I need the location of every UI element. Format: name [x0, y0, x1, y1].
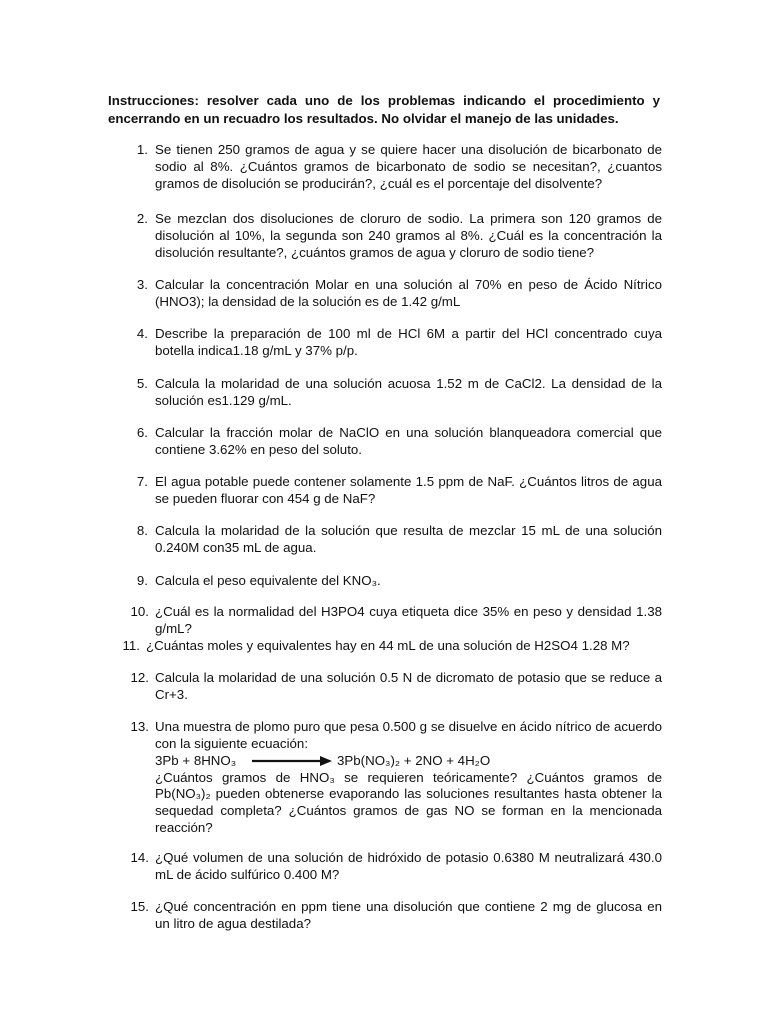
problem-text: Calcula la molaridad de la solución que resulta de mezclar 15 mL de una solución 0.240M con35 mL de agua.: [155, 523, 662, 555]
problem-text: ¿Qué concentración en ppm tiene una disolución que contiene 2 mg de glucosa en un litro de agua destilada?: [155, 899, 662, 931]
problem-6: [108, 425, 662, 459]
reaction-arrow-icon: [252, 755, 332, 767]
problem-number: 2.: [136, 211, 148, 226]
problem-number: 6.: [136, 425, 148, 440]
problem-2: [108, 211, 662, 261]
problem-number: 10.: [130, 604, 149, 619]
problem-number: 3.: [136, 277, 148, 292]
problem-text: Calcular la concentración Molar en una solución al 70% en peso de Ácido Nítrico (HNO3); la densidad de la solución es de 1.42 g/mL: [155, 277, 662, 309]
problem-question: ¿Cuántos gramos de HNO₃ se requieren teóricamente? ¿Cuántos gramos de Pb(NO₃)₂ pueden obtenerse evaporando las soluciones resultantes hasta obtener la sequedad completa? ¿Cuántos gramos de gas NO se forman en la mencionada reacción?: [155, 769, 662, 835]
problem-11: [108, 638, 662, 655]
problem-5: [108, 376, 662, 410]
problem-number: 9.: [136, 573, 148, 588]
problem-number: 12.: [130, 670, 149, 685]
problem-intro: Una muestra de plomo puro que pesa 0.500 g se disuelve en ácido nítrico de acuerdo con la siguiente ecuación:: [155, 719, 662, 751]
problem-text: Calcular la fracción molar de NaClO en una solución blanqueadora comercial que contiene 3.62% en peso del soluto.: [155, 425, 662, 457]
problem-number: 13.: [130, 719, 149, 734]
problem-text: Calcula la molaridad de una solución 0.5 N de dicromato de potasio que se reduce a Cr+3.: [155, 670, 662, 702]
instructions-text: Instrucciones: resolver cada uno de los problemas indicando el procedimiento y encerrando en un recuadro los resultados. No olvidar el manejo de las unidades.: [108, 93, 660, 126]
problem-9: [108, 573, 662, 590]
problem-text: ¿Qué volumen de una solución de hidróxido de potasio 0.6380 M neutralizará 430.0 mL de ácido sulfúrico 0.400 M?: [155, 850, 662, 882]
problem-number: 4.: [136, 326, 148, 341]
problem-text: Describe la preparación de 100 ml de HCl 6M a partir del HCl concentrado cuya botella indica1.18 g/mL y 37% p/p.: [155, 326, 662, 358]
problem-text: El agua potable puede contener solamente 1.5 ppm de NaF. ¿Cuántos litros de agua se pueden fluorar con 454 g de NaF?: [155, 474, 662, 506]
problem-number: 14.: [130, 850, 149, 865]
problem-text: ¿Cuántas moles y equivalentes hay en 44 mL de una solución de H2SO4 1.28 M?: [146, 638, 630, 653]
problem-4: [108, 326, 662, 360]
problem-number: 8.: [136, 523, 148, 538]
problem-text: ¿Cuál es la normalidad del H3PO4 cuya etiqueta dice 35% en peso y densidad 1.38 g/mL?: [155, 604, 662, 636]
problem-number: 11.: [122, 638, 140, 653]
problem-8: [108, 523, 662, 557]
equation-reactants: 3Pb + 8HNO₃: [155, 752, 237, 768]
problem-7: [108, 474, 662, 508]
problem-10: [108, 604, 662, 638]
equation-products: 3Pb(NO₃)₂ + 2NO + 4H₂O: [337, 752, 491, 768]
chemical-equation: [155, 753, 662, 770]
problem-number: 5.: [136, 376, 148, 391]
problem-1: [108, 142, 662, 192]
problem-text: Calcula la molaridad de una solución acuosa 1.52 m de CaCl2. La densidad de la solución es1.129 g/mL.: [155, 376, 662, 408]
problem-3: [108, 277, 662, 311]
problem-15: [108, 899, 662, 933]
problem-text: Calcula el peso equivalente del KNO₃.: [155, 573, 381, 588]
problem-text: Se mezclan dos disoluciones de cloruro de sodio. La primera son 120 gramos de disolución al 10%, la segunda son 240 gramos al 8%. ¿Cuál es la concentración la disolución resultante?, ¿cuántos gramos de agua y cloruro de sodio tiene?: [155, 211, 662, 260]
problem-14: [108, 850, 662, 884]
problem-number: 15.: [130, 899, 149, 914]
problem-text: Se tienen 250 gramos de agua y se quiere hacer una disolución de bicarbonato de sodio al 8%. ¿Cuántos gramos de bicarbonato de sodio se necesitan?, ¿cuantos gramos de disolución se producirán?, ¿cuál es el porcentaje del disolvente?: [155, 142, 662, 191]
problem-13: [108, 719, 662, 837]
problem-number: 1.: [136, 142, 148, 157]
problem-number: 7.: [136, 474, 148, 489]
problem-12: [108, 670, 662, 704]
